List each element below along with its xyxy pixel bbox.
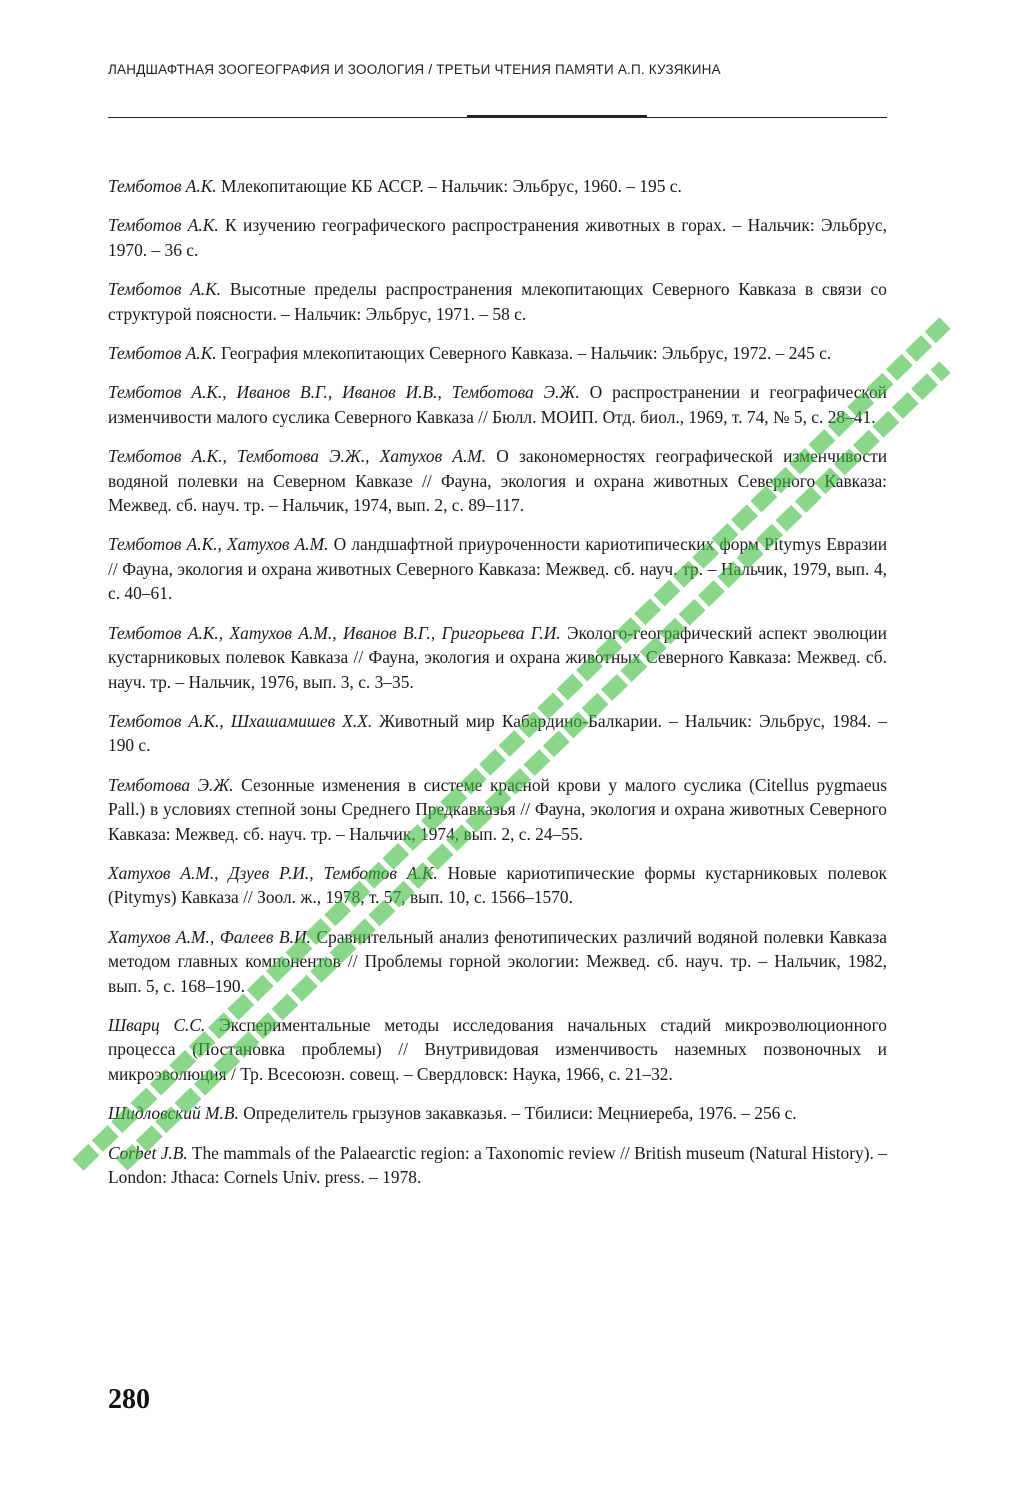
reference-item xyxy=(108,709,887,758)
reference-author: Темботов А.К., Иванов В.Г., Иванов И.В., Темботова Э.Ж. xyxy=(108,382,580,403)
reference-author: Темботов А.К., Темботова Э.Ж., Хатухов А.М. xyxy=(108,446,487,467)
reference-item xyxy=(108,861,887,910)
reference-author: Темботов А.К. xyxy=(108,279,222,300)
reference-text: Животный мир Кабардино-Балкарии. – Нальчик: Эльбрус, 1984. – 190 с. xyxy=(108,710,887,756)
reference-text: К изучению географического распространения животных в горах. – Нальчик: Эльбрус, 1970. – 36 с. xyxy=(108,215,887,260)
reference-item xyxy=(108,444,887,517)
reference-text: География млекопитающих Северного Кавказа. – Нальчик: Эльбрус, 1972. – 245 с. xyxy=(216,343,832,364)
reference-text: Определитель грызунов закавказья. – Тбилиси: Мецниереба, 1976. – 256 с. xyxy=(238,1103,797,1124)
reference-item xyxy=(108,621,887,694)
reference-text: Сезонные изменения в системе красной крови у малого суслика (Citellus pygmaeus Pall.) в условиях степной зоны Среднего Предкавказья // Фауна, экология и охрана животных Северного Кавказа: Межвед. сб. науч. тр. – Нальчик, 1974, вып. 2, с. 24–55. xyxy=(108,774,887,844)
reference-item xyxy=(108,341,887,365)
reference-text: О распространении и географической изменчивости малого суслика Северного Кавказа // Бюлл. МОИП. Отд. биол., 1969, т. 74, № 5, с. 28–41. xyxy=(108,382,887,427)
reference-item xyxy=(108,1101,887,1125)
reference-author: Шидловский М.В. xyxy=(108,1103,239,1124)
reference-author: Темботов А.К. xyxy=(108,176,217,196)
reference-text: Высотные пределы распространения млекопитающих Северного Кавказа в связи со структурой поясности. – Нальчик: Эльбрус, 1971. – 58 с. xyxy=(108,279,887,324)
page-number: 280 xyxy=(108,1384,150,1415)
reference-author: Хатухов А.М., Фалеев В.И. xyxy=(108,926,311,947)
reference-text: Сравнительный анализ фенотипических различий водяной полевки Кавказа методом главных компонентов // Проблемы горной экологии: Межвед. сб. науч. тр. – Нальчик, 1982, вып. 5, с. 168–190. xyxy=(108,926,887,996)
reference-author: Corbet J.B. xyxy=(108,1142,188,1163)
reference-item xyxy=(108,213,887,262)
running-title: ЛАНДШАФТНАЯ ЗООГЕОГРАФИЯ И ЗООЛОГИЯ / ТРЕТЬИ ЧТЕНИЯ ПАМЯТИ А.П. КУЗЯКИНА xyxy=(108,62,721,77)
reference-author: Шварц С.С. xyxy=(108,1014,206,1035)
reference-text: О ландшафтной приуроченности кариотипических форм Pitymys Евразии // Фауна, экология и охрана животных Северного Кавказа: Межвед. сб. науч. тр. – Нальчик, 1979, вып. 4, с. 40–61. xyxy=(108,534,887,604)
reference-author: Темботов А.К., Хатухов А.М. xyxy=(108,534,329,555)
reference-author: Темботов А.К., Хатухов А.М., Иванов В.Г., Григорьева Г.И. xyxy=(108,622,561,643)
reference-item xyxy=(108,1013,887,1086)
reference-text: Эколого-географический аспект эволюции кустарниковых полевок Кавказа // Фауна, экология и охрана животных Северного Кавказа: Межвед. сб. науч. тр. – Нальчик, 1976, вып. 3, с. 3–35. xyxy=(108,622,887,692)
reference-item xyxy=(108,174,887,198)
reference-author: Хатухов А.М., Дзуев Р.И., Темботов А.К. xyxy=(108,862,438,883)
reference-author: Темботова Э.Ж. xyxy=(108,774,234,795)
reference-item xyxy=(108,532,887,605)
reference-text: The mammals of the Palaearctic region: a Taxonomic review // British museum (Natural History). – London: Jthaca: Cornels Univ. press. – 1978. xyxy=(108,1142,887,1187)
reference-item xyxy=(108,277,887,326)
reference-item xyxy=(108,773,887,846)
header-rule xyxy=(108,117,887,118)
reference-list xyxy=(108,174,887,1204)
header-rule-accent xyxy=(467,115,647,117)
reference-text: О закономерностях географической изменчивости водяной полевки на Северном Кавказе // Фауна, экология и охрана животных Северного Кавказа: Межвед. сб. науч. тр. – Нальчик, 1974, вып. 2, с. 89–117. xyxy=(108,446,888,516)
reference-item xyxy=(108,380,887,429)
reference-author: Темботов А.К. xyxy=(108,215,219,236)
reference-author: Темботов А.К. xyxy=(108,343,217,364)
reference-text: Млекопитающие КБ АССР. – Нальчик: Эльбрус, 1960. – 195 с. xyxy=(216,176,682,196)
reference-text: Экспериментальные методы исследования начальных стадий микроэволюционного процесса (Постановка проблемы) // Внутривидовая изменчивость наземных позвоночных и микроэволюция / Тр. Всесоюзн. совещ. – Свердловск: Наука, 1966, с. 21–32. xyxy=(108,1014,887,1084)
reference-author: Темботов А.К., Шхашамишев Х.Х. xyxy=(108,710,373,731)
reference-item xyxy=(108,925,887,998)
reference-text: Новые кариотипические формы кустарниковых полевок (Pitymys) Кавказа // Зоол. ж., 1978, т. 57, вып. 10, с. 1566–1570. xyxy=(108,862,887,908)
reference-item xyxy=(108,1141,887,1190)
